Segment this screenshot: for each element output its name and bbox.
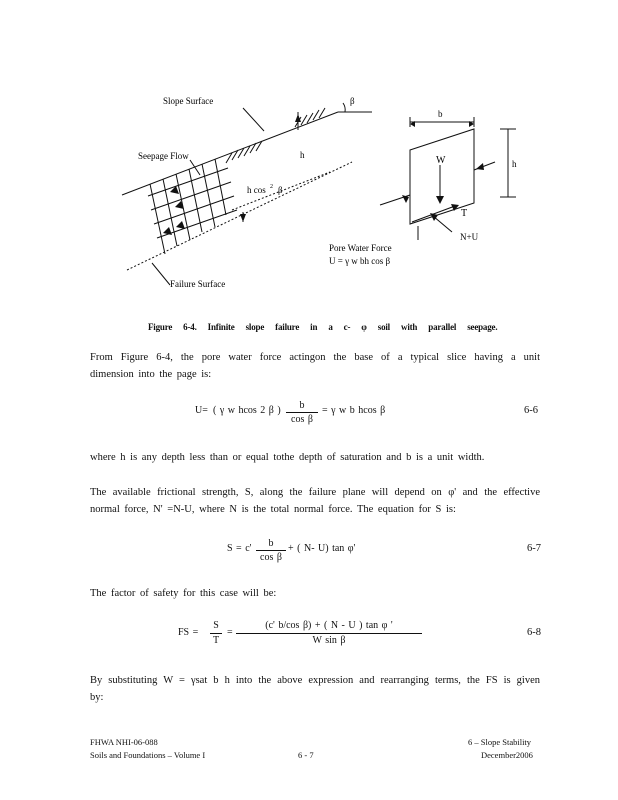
label-h-left: h (300, 150, 305, 160)
footer-page-number: 6 - 7 (298, 750, 314, 760)
label-hcos: h cos (247, 185, 266, 195)
eq68-fraction1 (210, 619, 222, 648)
eq67-number: 6-7 (527, 543, 541, 554)
paragraph-intro-line2: dimension into the page is: (90, 369, 212, 380)
eq67-numerator: b (256, 537, 286, 551)
footer-right-line1: 6 – Slope Stability (468, 737, 532, 747)
eq67-denominator: cos β (260, 552, 282, 563)
paragraph-strength-line2: normal force, N' =N-U, where N is the total normal force. The equation for S is: (90, 504, 456, 515)
eq67-lhs: S = c' (227, 543, 252, 554)
eq67-fraction (256, 537, 286, 564)
equation-6-6 (195, 405, 208, 416)
eq68-lhs: FS = (178, 627, 199, 638)
label-hcos-exp: 2 (270, 184, 273, 190)
paragraph-factor (90, 585, 540, 602)
label-pore-equation: U = γ w bh cos β (329, 256, 391, 266)
paragraph-substitute-line2: by: (90, 692, 104, 703)
paragraph-substitute-line1: By substituting W = γsat b h into the above expression and rearranging terms, the FS is given (90, 675, 540, 686)
eq68-equals: = (227, 627, 233, 638)
figure-caption: Figure 6-4. Infinite slope failure in a c- φ soil with parallel seepage. (148, 322, 498, 332)
eq68-f1-den: T (212, 635, 220, 646)
footer-left-line1: FHWA NHI-06-088 (90, 737, 158, 747)
eq68-denominator: W sin β (312, 635, 346, 646)
label-hcos-beta: β (278, 185, 283, 195)
slice-arrows (402, 121, 484, 221)
eq66-fraction (286, 399, 318, 426)
label-W: W (436, 155, 446, 166)
eq66-term: ( γ w hcos 2 β ) (213, 405, 281, 416)
paragraph-where (90, 449, 540, 466)
flow-arrows (163, 114, 301, 235)
label-h-right: h (512, 159, 517, 169)
paragraph-substitute (90, 672, 540, 706)
eq68-number: 6-8 (527, 627, 541, 638)
label-failure-surface: Failure Surface (170, 279, 226, 289)
eq66-lhs: U= (195, 405, 208, 416)
paragraph-intro-line1: From Figure 6-4, the pore water force actingon the base of a typical slice having a unit (90, 352, 540, 363)
eq66-denominator: cos β (291, 414, 313, 425)
eq68-numerator: (c' b/cos β) + ( N - U ) tan φ ' (236, 619, 422, 634)
footer-right-line2: December2006 (481, 750, 533, 760)
eq66-number: 6-6 (524, 405, 538, 416)
paragraph-factor-text: The factor of safety for this case will be: (90, 588, 277, 599)
label-seepage-flow: Seepage Flow (138, 151, 189, 161)
footer-left-line2: Soils and Foundations – Volume I (90, 750, 206, 760)
label-slope-surface: Slope Surface (163, 96, 214, 106)
label-b: b (438, 109, 443, 119)
eq66-numerator: b (286, 399, 318, 413)
label-NU: N+U (460, 232, 479, 242)
label-T: T (461, 208, 468, 219)
paragraph-intro (90, 349, 540, 383)
figure-6-4 (0, 0, 618, 320)
label-beta-angle: β (350, 96, 355, 106)
paragraph-where-text: where h is any depth less than or equal tothe depth of saturation and b is a unit width. (90, 452, 485, 463)
eq68-f1-num: S (210, 619, 222, 634)
eq68-fraction2 (236, 619, 422, 648)
eq66-rhs: = γ w b hcos β (322, 405, 386, 416)
paragraph-strength-line1: The available frictional strength, S, along the failure plane will depend on φ' and the effective (90, 487, 540, 498)
eq67-rhs: + ( N- U) tan φ' (288, 543, 356, 554)
paragraph-strength (90, 484, 540, 518)
slice-diagram (380, 117, 516, 240)
label-pore-force: Pore Water Force (329, 243, 392, 253)
